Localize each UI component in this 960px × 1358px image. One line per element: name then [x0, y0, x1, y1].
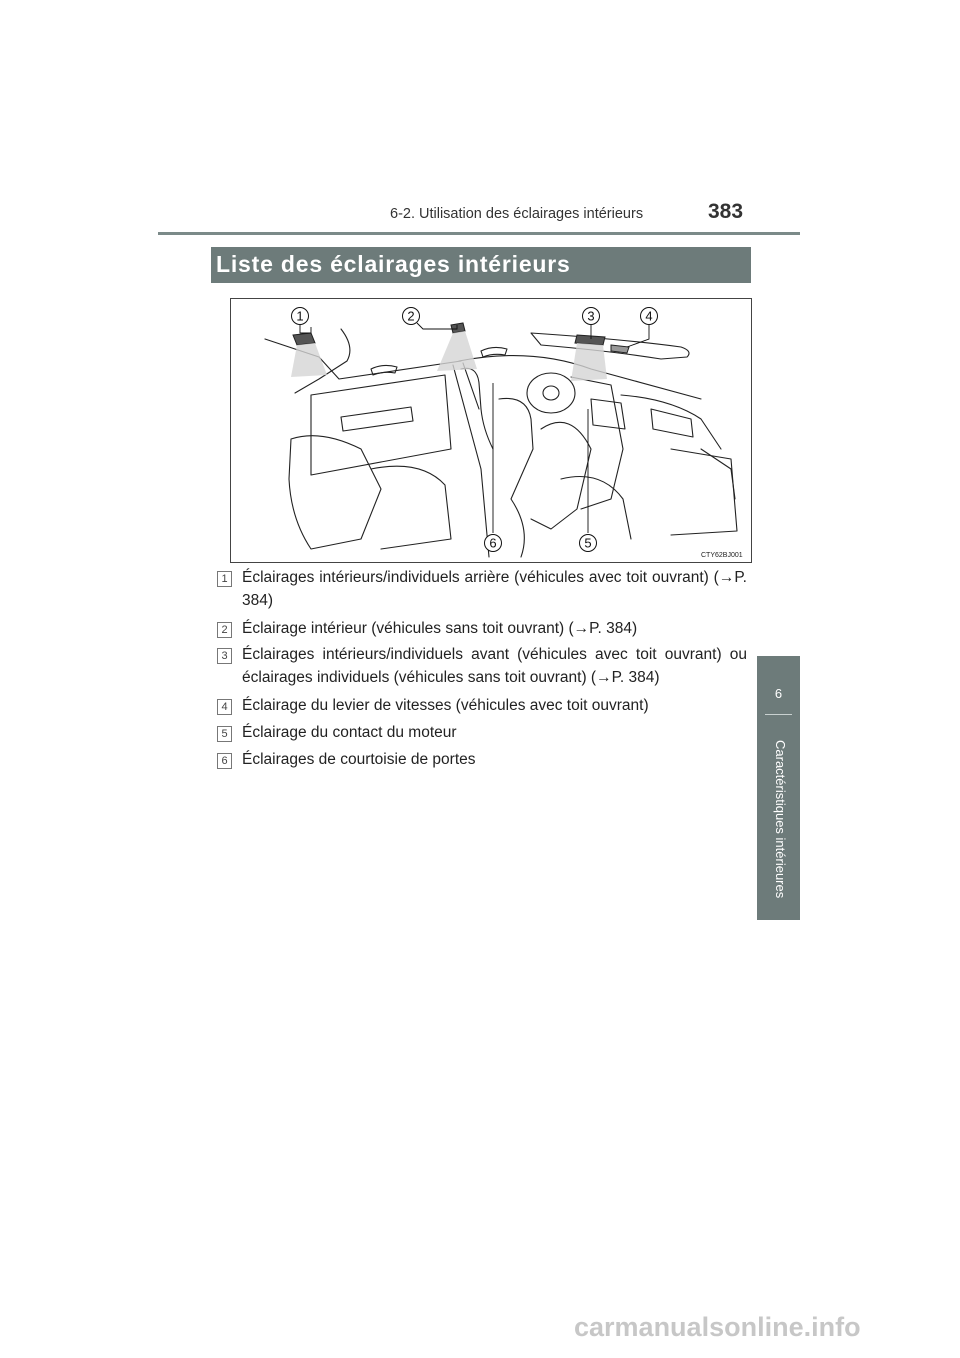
callout-3: 3: [587, 308, 595, 324]
chapter-label: Caractéristiques intérieures: [773, 740, 788, 899]
callout-1: 1: [296, 308, 304, 324]
legend-number: 1: [217, 571, 232, 587]
legend-text: Éclairage du levier de vitesses (véhicules avec toit ouvrant): [242, 697, 649, 714]
header-divider: [158, 232, 800, 235]
callout-5: 5: [584, 535, 592, 551]
header-section-title: 6-2. Utilisation des éclairages intérieurs: [390, 206, 644, 222]
legend-text: Éclairages de courtoisie de portes: [242, 751, 476, 768]
chapter-number: 6: [774, 686, 783, 701]
interior-lights-figure: [230, 298, 752, 563]
callout-2: 2: [407, 308, 415, 324]
legend-number: 3: [217, 648, 232, 664]
chapter-tab-divider: [765, 714, 792, 715]
section-title: Liste des éclairages intérieurs: [216, 251, 571, 277]
legend-text: Éclairages intérieurs/individuels avant (véhicules avec toit ouvrant) ou éclairages individuels (véhicules sans toit ouvrant) (→P. 384): [242, 646, 747, 686]
watermark: carmanualsonline.info: [574, 1312, 861, 1342]
legend-number: 2: [217, 622, 232, 638]
callout-4: 4: [645, 308, 653, 324]
callout-6: 6: [489, 535, 497, 551]
car-interior-illustration: [231, 299, 751, 562]
legend-number: 6: [217, 753, 232, 769]
legend-text: Éclairage du contact du moteur: [242, 724, 457, 741]
legend-text: Éclairage intérieur (véhicules sans toit ouvrant) (→P. 384): [242, 620, 638, 637]
chapter-side-tab: [757, 656, 800, 920]
page-number: 383: [708, 200, 744, 223]
figure-code: CTY62BJ001: [701, 552, 743, 559]
legend-text: Éclairages intérieurs/individuels arrière (véhicules avec toit ouvrant) (→P. 384): [242, 569, 747, 609]
legend-number: 4: [217, 699, 232, 715]
section-title-bar: [211, 247, 751, 283]
legend-number: 5: [217, 726, 232, 742]
